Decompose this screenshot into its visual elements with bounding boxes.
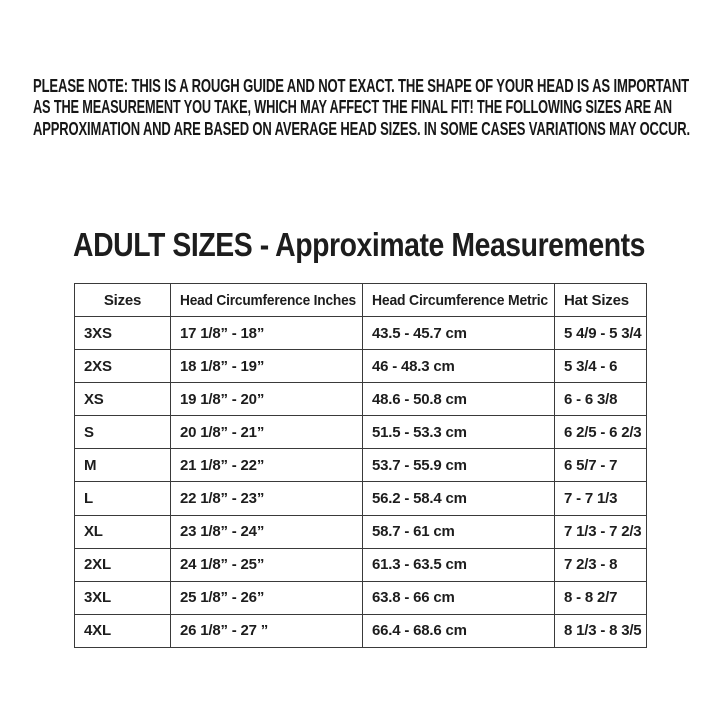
disclaimer-line-text: AS THE MEASUREMENT YOU TAKE, WHICH MAY AFFECT THE FINAL FIT! THE FOLLOWING SIZES ARE AN <box>33 97 672 118</box>
size-table-container <box>74 283 647 648</box>
cell-hat-size: 6 - 6 3/8 <box>555 383 647 416</box>
cell-size-label: L <box>75 482 171 515</box>
cell-inches: 18 1/8” - 19” <box>171 350 363 383</box>
cell-hat-size: 7 - 7 1/3 <box>555 482 647 515</box>
cell-inches: 21 1/8” - 22” <box>171 449 363 482</box>
col-header-sizes: Sizes <box>75 284 171 317</box>
cell-size-label: 3XL <box>75 581 171 614</box>
cell-hat-size: 5 4/9 - 5 3/4 <box>555 317 647 350</box>
cell-hat-size: 7 1/3 - 7 2/3 <box>555 515 647 548</box>
cell-inches: 24 1/8” - 25” <box>171 548 363 581</box>
cell-hat-size: 8 - 8 2/7 <box>555 581 647 614</box>
table-row-xl <box>75 515 647 548</box>
col-header-hat-sizes: Hat Sizes <box>555 284 647 317</box>
cell-metric: 43.5 - 45.7 cm <box>363 317 555 350</box>
table-row-4xl <box>75 614 647 647</box>
cell-inches: 26 1/8” - 27 ” <box>171 614 363 647</box>
cell-metric: 63.8 - 66 cm <box>363 581 555 614</box>
cell-hat-size: 6 2/5 - 6 2/3 <box>555 416 647 449</box>
table-row-l <box>75 482 647 515</box>
table-row-3xl <box>75 581 647 614</box>
table-row-m <box>75 449 647 482</box>
table-row-2xs <box>75 350 647 383</box>
cell-hat-size: 7 2/3 - 8 <box>555 548 647 581</box>
header-row <box>75 284 647 317</box>
page-title <box>73 226 720 264</box>
cell-metric: 58.7 - 61 cm <box>363 515 555 548</box>
cell-metric: 46 - 48.3 cm <box>363 350 555 383</box>
cell-hat-size: 8 1/3 - 8 3/5 <box>555 614 647 647</box>
disclaimer-line <box>33 119 720 140</box>
cell-inches: 22 1/8” - 23” <box>171 482 363 515</box>
col-header-metric: Head Circumference Metric <box>363 284 555 317</box>
cell-metric: 61.3 - 63.5 cm <box>363 548 555 581</box>
disclaimer-line <box>33 76 720 97</box>
cell-metric: 66.4 - 68.6 cm <box>363 614 555 647</box>
cell-hat-size: 6 5/7 - 7 <box>555 449 647 482</box>
cell-size-label: M <box>75 449 171 482</box>
disclaimer-line-text: APPROXIMATION AND ARE BASED ON AVERAGE HEAD SIZES. IN SOME CASES VARIATIONS MAY OCCUR. <box>33 118 690 139</box>
cell-metric: 48.6 - 50.8 cm <box>363 383 555 416</box>
cell-size-label: XL <box>75 515 171 548</box>
table-row-s <box>75 416 647 449</box>
cell-size-label: 2XL <box>75 548 171 581</box>
table-row-2xl <box>75 548 647 581</box>
disclaimer-line-text: PLEASE NOTE: THIS IS A ROUGH GUIDE AND NOT EXACT. THE SHAPE OF YOUR HEAD IS AS IMPORTANT <box>33 76 689 96</box>
disclaimer-note <box>33 76 720 140</box>
table-row-xs <box>75 383 647 416</box>
cell-inches: 23 1/8” - 24” <box>171 515 363 548</box>
cell-size-label: XS <box>75 383 171 416</box>
table-row-3xs <box>75 317 647 350</box>
page-title-text: ADULT SIZES - Approximate Measurements <box>73 226 645 263</box>
size-table <box>74 283 647 648</box>
cell-inches: 25 1/8” - 26” <box>171 581 363 614</box>
cell-metric: 53.7 - 55.9 cm <box>363 449 555 482</box>
cell-metric: 51.5 - 53.3 cm <box>363 416 555 449</box>
cell-inches: 17 1/8” - 18” <box>171 317 363 350</box>
cell-inches: 20 1/8” - 21” <box>171 416 363 449</box>
cell-inches: 19 1/8” - 20” <box>171 383 363 416</box>
cell-size-label: S <box>75 416 171 449</box>
cell-hat-size: 5 3/4 - 6 <box>555 350 647 383</box>
col-header-inches: Head Circumference Inches <box>171 284 363 317</box>
cell-size-label: 3XS <box>75 317 171 350</box>
cell-metric: 56.2 - 58.4 cm <box>363 482 555 515</box>
cell-size-label: 4XL <box>75 614 171 647</box>
disclaimer-line <box>33 97 720 118</box>
cell-size-label: 2XS <box>75 350 171 383</box>
